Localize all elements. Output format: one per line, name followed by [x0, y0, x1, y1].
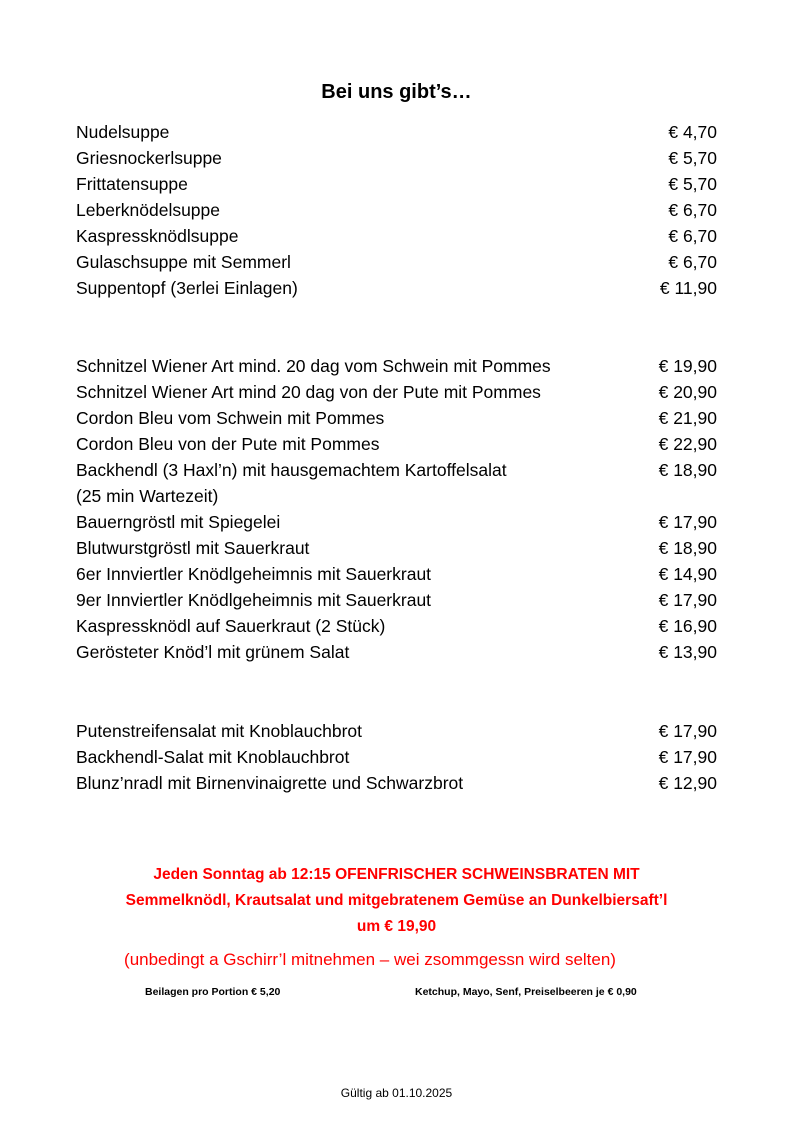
sides-price: Beilagen pro Portion € 5,20 [145, 986, 281, 998]
item-name: Backhendl-Salat mit Knoblauchbrot [76, 747, 350, 767]
item-name: Leberknödelsuppe [76, 200, 221, 220]
item-price: € 17,90 [658, 512, 717, 532]
item-price: € 14,90 [658, 564, 717, 584]
soup-list [76, 119, 717, 301]
item-name: Blunz’nradl mit Birnenvinaigrette und Schwarzbrot [76, 773, 464, 793]
item-price: € 17,90 [658, 590, 717, 610]
item-name: Kaspressknödl auf Sauerkraut (2 Stück) [76, 616, 386, 636]
main-course-list [76, 353, 717, 665]
menu-item [76, 197, 717, 223]
item-name: 6er Innviertler Knödlgeheimnis mit Sauerkraut [76, 564, 432, 584]
salad-list [76, 718, 717, 796]
item-price: € 6,70 [668, 226, 717, 246]
item-price: € 18,90 [658, 460, 717, 480]
menu-item [76, 275, 717, 301]
item-name: Gulaschsuppe mit Semmerl [76, 252, 291, 272]
menu-item [76, 249, 717, 275]
menu-item [76, 145, 717, 171]
special-price: um € 19,90 [356, 918, 437, 935]
special-line-1: Jeden Sonntag ab 12:15 OFENFRISCHER SCHWEINSBRATEN MIT [153, 866, 640, 883]
menu-item [76, 457, 717, 509]
item-price: € 20,90 [658, 382, 717, 402]
sunday-special [0, 862, 793, 940]
menu-item [76, 535, 717, 561]
page-title: Bei uns gibt’s… [321, 81, 472, 103]
item-price: € 5,70 [668, 148, 717, 168]
item-name: Nudelsuppe [76, 122, 170, 142]
menu-item [76, 223, 717, 249]
item-name: Schnitzel Wiener Art mind 20 dag von der Pute mit Pommes [76, 382, 541, 402]
item-price: € 12,90 [658, 773, 717, 793]
item-price: € 6,70 [668, 252, 717, 272]
special-note: (unbedingt a Gschirr’l mitnehmen – wei zsommgessn wird selten) [124, 950, 616, 969]
menu-item [76, 431, 717, 457]
item-price: € 16,90 [658, 616, 717, 636]
menu-item [76, 770, 717, 796]
item-name: Griesnockerlsuppe [76, 148, 222, 168]
item-price: € 6,70 [668, 200, 717, 220]
special-line-2: Semmelknödl, Krautsalat und mitgebratenem Gemüse an Dunkelbiersaft’l [125, 892, 668, 909]
item-price: € 22,90 [658, 434, 717, 454]
menu-item [76, 379, 717, 405]
menu-item [76, 171, 717, 197]
item-name: Bauerngröstl mit Spiegelei [76, 512, 281, 532]
menu-item [76, 613, 717, 639]
item-price: € 4,70 [668, 122, 717, 142]
menu-item [76, 744, 717, 770]
item-price: € 11,90 [659, 278, 717, 298]
item-name: Kaspressknödlsuppe [76, 226, 239, 246]
item-name: Schnitzel Wiener Art mind. 20 dag vom Schwein mit Pommes [76, 356, 551, 376]
item-name: Cordon Bleu vom Schwein mit Pommes [76, 408, 385, 428]
item-price: € 19,90 [658, 356, 717, 376]
menu-item [76, 353, 717, 379]
item-name: Suppentopf (3erlei Einlagen) [76, 278, 298, 298]
menu-item [76, 561, 717, 587]
item-name: Blutwurstgröstl mit Sauerkraut [76, 538, 310, 558]
menu-item [76, 119, 717, 145]
menu-item [76, 405, 717, 431]
item-name: Putenstreifensalat mit Knoblauchbrot [76, 721, 362, 741]
menu-item [76, 718, 717, 744]
item-name: Frittatensuppe [76, 174, 188, 194]
item-price: € 18,90 [658, 538, 717, 558]
menu-item [76, 509, 717, 535]
item-price: € 5,70 [668, 174, 717, 194]
item-name: Gerösteter Knöd’l mit grünem Salat [76, 642, 350, 662]
item-name: Cordon Bleu von der Pute mit Pommes [76, 434, 380, 454]
item-price: € 17,90 [658, 747, 717, 767]
validity-date: Gültig ab 01.10.2025 [340, 1086, 453, 1100]
item-price: € 21,90 [658, 408, 717, 428]
item-price: € 17,90 [658, 721, 717, 741]
item-name: 9er Innviertler Knödlgeheimnis mit Sauerkraut [76, 590, 432, 610]
menu-item [76, 587, 717, 613]
sauces-price: Ketchup, Mayo, Senf, Preiselbeeren je € 0,90 [415, 986, 637, 998]
menu-item [76, 639, 717, 665]
item-name: Backhendl (3 Haxl’n) mit hausgemachtem Kartoffelsalat (25 min Wartezeit) [76, 460, 507, 506]
item-price: € 13,90 [658, 642, 717, 662]
